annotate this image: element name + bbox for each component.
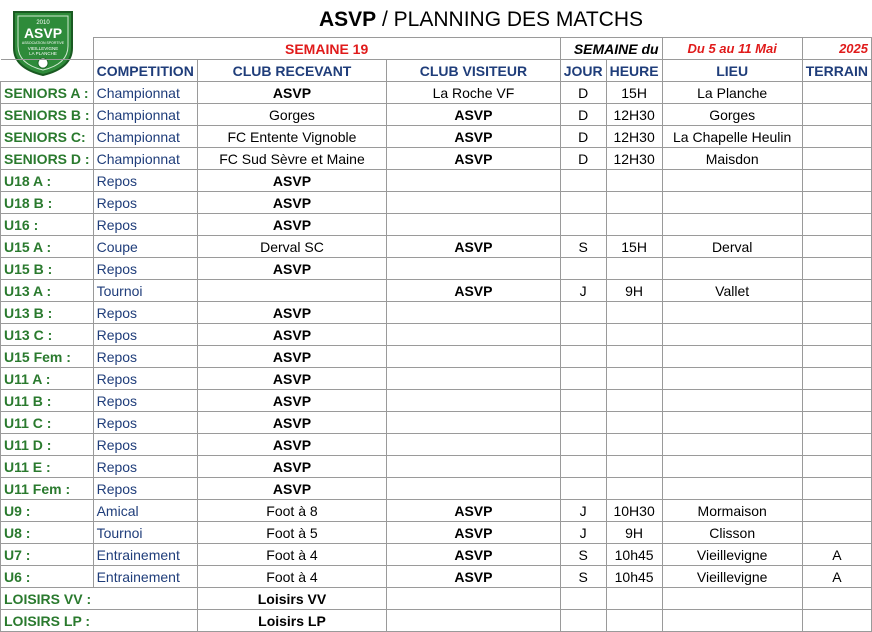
category-cell: U11 D : bbox=[1, 434, 94, 456]
header-terrain: TERRAIN bbox=[802, 60, 871, 82]
day-cell bbox=[560, 390, 606, 412]
field-cell bbox=[802, 478, 871, 500]
logo-sub3: LA PLANCHE bbox=[29, 51, 57, 56]
away-club-cell bbox=[387, 324, 561, 346]
place-cell: La Planche bbox=[662, 82, 802, 104]
title-rest: / PLANNING DES MATCHS bbox=[376, 8, 643, 31]
field-cell bbox=[802, 148, 871, 170]
day-cell: D bbox=[560, 82, 606, 104]
day-cell bbox=[560, 456, 606, 478]
header-lieu: LIEU bbox=[662, 60, 802, 82]
competition-cell: Repos bbox=[93, 302, 197, 324]
week-row bbox=[1, 38, 872, 60]
table-row bbox=[1, 258, 872, 280]
competition-cell: Repos bbox=[93, 434, 197, 456]
away-club-cell bbox=[387, 456, 561, 478]
day-cell bbox=[560, 302, 606, 324]
home-club-cell: FC Entente Vignoble bbox=[197, 126, 386, 148]
away-club-cell: ASVP bbox=[387, 148, 561, 170]
home-club-cell: ASVP bbox=[197, 412, 386, 434]
hour-cell: 12H30 bbox=[606, 126, 662, 148]
competition-cell: Repos bbox=[93, 324, 197, 346]
place-cell: Vallet bbox=[662, 280, 802, 302]
competition-cell: Championnat bbox=[93, 148, 197, 170]
week-dates: Du 5 au 11 Mai bbox=[662, 38, 802, 60]
day-cell bbox=[560, 478, 606, 500]
competition-cell: Repos bbox=[93, 214, 197, 236]
day-cell bbox=[560, 346, 606, 368]
competition-cell: Repos bbox=[93, 346, 197, 368]
category-cell: U18 A : bbox=[1, 170, 94, 192]
category-cell: U16 : bbox=[1, 214, 94, 236]
home-club-cell: Loisirs VV bbox=[197, 588, 386, 610]
table-row bbox=[1, 280, 872, 302]
day-cell: J bbox=[560, 500, 606, 522]
competition-cell: Repos bbox=[93, 456, 197, 478]
away-club-cell: ASVP bbox=[387, 104, 561, 126]
place-cell bbox=[662, 434, 802, 456]
hour-cell bbox=[606, 434, 662, 456]
competition-cell: Repos bbox=[93, 390, 197, 412]
table-row bbox=[1, 126, 872, 148]
home-club-cell: ASVP bbox=[197, 456, 386, 478]
home-club-cell: ASVP bbox=[197, 324, 386, 346]
day-cell: S bbox=[560, 236, 606, 258]
table-row bbox=[1, 82, 872, 104]
day-cell bbox=[560, 324, 606, 346]
day-cell: J bbox=[560, 522, 606, 544]
table-row bbox=[1, 104, 872, 126]
away-club-cell bbox=[387, 434, 561, 456]
home-club-cell: Foot à 4 bbox=[197, 566, 386, 588]
place-cell bbox=[662, 302, 802, 324]
place-cell bbox=[662, 214, 802, 236]
place-cell bbox=[662, 170, 802, 192]
field-cell bbox=[802, 214, 871, 236]
away-club-cell bbox=[387, 170, 561, 192]
away-club-cell bbox=[387, 192, 561, 214]
away-club-cell bbox=[387, 258, 561, 280]
hour-cell bbox=[606, 302, 662, 324]
away-club-cell: ASVP bbox=[387, 500, 561, 522]
logo-name: ASVP bbox=[23, 25, 63, 41]
table-row bbox=[1, 412, 872, 434]
day-cell bbox=[560, 412, 606, 434]
place-cell bbox=[662, 324, 802, 346]
home-club-cell: ASVP bbox=[197, 192, 386, 214]
category-cell: U11 B : bbox=[1, 390, 94, 412]
hour-cell: 9H bbox=[606, 522, 662, 544]
table-row bbox=[1, 434, 872, 456]
logo-sub1: ASSOCIATION SPORTIVE bbox=[21, 41, 65, 45]
competition-cell: Repos bbox=[93, 368, 197, 390]
field-cell bbox=[802, 104, 871, 126]
logo-year: 2010 bbox=[36, 20, 50, 26]
hour-cell bbox=[606, 610, 662, 632]
competition-cell: Tournoi bbox=[93, 522, 197, 544]
field-cell bbox=[802, 610, 871, 632]
day-cell: D bbox=[560, 148, 606, 170]
field-cell bbox=[802, 302, 871, 324]
semaine-du-label: SEMAINE du bbox=[560, 38, 662, 60]
away-club-cell: La Roche VF bbox=[387, 82, 561, 104]
home-club-cell: ASVP bbox=[197, 258, 386, 280]
table-row bbox=[1, 324, 872, 346]
category-cell: SENIORS D : bbox=[1, 148, 94, 170]
field-cell bbox=[802, 258, 871, 280]
day-cell bbox=[560, 170, 606, 192]
category-cell: U13 C : bbox=[1, 324, 94, 346]
table-row bbox=[1, 456, 872, 478]
place-cell: La Chapelle Heulin bbox=[662, 126, 802, 148]
field-cell bbox=[802, 236, 871, 258]
home-club-cell: Gorges bbox=[197, 104, 386, 126]
competition-cell: Repos bbox=[93, 258, 197, 280]
category-cell: SENIORS C: bbox=[1, 126, 94, 148]
field-cell bbox=[802, 126, 871, 148]
hour-cell: 12H30 bbox=[606, 148, 662, 170]
place-cell: Gorges bbox=[662, 104, 802, 126]
table-row bbox=[1, 566, 872, 588]
place-cell bbox=[662, 412, 802, 434]
away-club-cell: ASVP bbox=[387, 522, 561, 544]
competition-cell: Tournoi bbox=[93, 280, 197, 302]
day-cell: S bbox=[560, 566, 606, 588]
home-club-cell: ASVP bbox=[197, 368, 386, 390]
place-cell bbox=[662, 478, 802, 500]
category-cell: U18 B : bbox=[1, 192, 94, 214]
table-row bbox=[1, 500, 872, 522]
day-cell: J bbox=[560, 280, 606, 302]
field-cell bbox=[802, 412, 871, 434]
hour-cell: 9H bbox=[606, 280, 662, 302]
category-cell: LOISIRS LP : bbox=[1, 610, 198, 632]
place-cell bbox=[662, 368, 802, 390]
away-club-cell: ASVP bbox=[387, 126, 561, 148]
hour-cell bbox=[606, 412, 662, 434]
category-cell: LOISIRS VV : bbox=[1, 588, 198, 610]
field-cell bbox=[802, 324, 871, 346]
hour-cell bbox=[606, 456, 662, 478]
table-row bbox=[1, 368, 872, 390]
day-cell: S bbox=[560, 544, 606, 566]
hour-cell bbox=[606, 258, 662, 280]
table-row bbox=[1, 170, 872, 192]
field-cell bbox=[802, 170, 871, 192]
away-club-cell bbox=[387, 588, 561, 610]
competition-cell: Championnat bbox=[93, 104, 197, 126]
competition-cell: Repos bbox=[93, 412, 197, 434]
field-cell bbox=[802, 434, 871, 456]
place-cell bbox=[662, 610, 802, 632]
competition-cell: Entrainement bbox=[93, 544, 197, 566]
category-cell: U11 A : bbox=[1, 368, 94, 390]
field-cell bbox=[802, 368, 871, 390]
category-cell: U13 B : bbox=[1, 302, 94, 324]
category-cell: U8 : bbox=[1, 522, 94, 544]
category-cell: U7 : bbox=[1, 544, 94, 566]
home-club-cell: ASVP bbox=[197, 170, 386, 192]
planning-table bbox=[0, 37, 872, 632]
away-club-cell bbox=[387, 390, 561, 412]
hour-cell bbox=[606, 368, 662, 390]
table-row bbox=[1, 522, 872, 544]
away-club-cell: ASVP bbox=[387, 544, 561, 566]
hour-cell bbox=[606, 588, 662, 610]
away-club-cell bbox=[387, 302, 561, 324]
field-cell bbox=[802, 500, 871, 522]
hour-cell bbox=[606, 346, 662, 368]
field-cell bbox=[802, 390, 871, 412]
category-cell: U9 : bbox=[1, 500, 94, 522]
place-cell bbox=[662, 346, 802, 368]
page-title bbox=[90, 0, 872, 37]
place-cell bbox=[662, 588, 802, 610]
hour-cell: 12H30 bbox=[606, 104, 662, 126]
field-cell bbox=[802, 280, 871, 302]
competition-cell: Championnat bbox=[93, 82, 197, 104]
home-club-cell: Derval SC bbox=[197, 236, 386, 258]
table-row bbox=[1, 588, 872, 610]
home-club-cell: ASVP bbox=[197, 346, 386, 368]
home-club-cell: ASVP bbox=[197, 82, 386, 104]
table-row bbox=[1, 148, 872, 170]
day-cell bbox=[560, 214, 606, 236]
day-cell bbox=[560, 434, 606, 456]
place-cell bbox=[662, 258, 802, 280]
place-cell: Vieillevigne bbox=[662, 566, 802, 588]
table-row bbox=[1, 214, 872, 236]
competition-cell: Repos bbox=[93, 192, 197, 214]
hour-cell: 15H bbox=[606, 82, 662, 104]
title-club: ASVP bbox=[318, 8, 377, 31]
header-competition: COMPETITION bbox=[93, 60, 197, 82]
field-cell bbox=[802, 346, 871, 368]
place-cell: Mormaison bbox=[662, 500, 802, 522]
away-club-cell bbox=[387, 610, 561, 632]
hour-cell bbox=[606, 170, 662, 192]
table-row bbox=[1, 346, 872, 368]
competition-cell: Entrainement bbox=[93, 566, 197, 588]
home-club-cell: Foot à 4 bbox=[197, 544, 386, 566]
field-cell: A bbox=[802, 544, 871, 566]
home-club-cell bbox=[197, 280, 386, 302]
competition-cell: Coupe bbox=[93, 236, 197, 258]
day-cell: D bbox=[560, 126, 606, 148]
competition-cell: Repos bbox=[93, 478, 197, 500]
place-cell bbox=[662, 192, 802, 214]
day-cell bbox=[560, 192, 606, 214]
header-recevant: CLUB RECEVANT bbox=[197, 60, 386, 82]
place-cell: Vieillevigne bbox=[662, 544, 802, 566]
category-cell: U15 Fem : bbox=[1, 346, 94, 368]
field-cell bbox=[802, 588, 871, 610]
day-cell bbox=[560, 610, 606, 632]
hour-cell: 10h45 bbox=[606, 544, 662, 566]
header-visiteur: CLUB VISITEUR bbox=[387, 60, 561, 82]
place-cell bbox=[662, 456, 802, 478]
hour-cell: 10h45 bbox=[606, 566, 662, 588]
category-cell: U11 Fem : bbox=[1, 478, 94, 500]
category-cell: U15 B : bbox=[1, 258, 94, 280]
table-row bbox=[1, 610, 872, 632]
hour-cell bbox=[606, 478, 662, 500]
field-cell: A bbox=[802, 566, 871, 588]
away-club-cell: ASVP bbox=[387, 280, 561, 302]
table-row bbox=[1, 544, 872, 566]
week-label: SEMAINE 19 bbox=[93, 38, 560, 60]
away-club-cell bbox=[387, 214, 561, 236]
place-cell bbox=[662, 390, 802, 412]
day-cell bbox=[560, 258, 606, 280]
field-cell bbox=[802, 82, 871, 104]
competition-cell: Championnat bbox=[93, 126, 197, 148]
home-club-cell: ASVP bbox=[197, 214, 386, 236]
field-cell bbox=[802, 456, 871, 478]
away-club-cell bbox=[387, 412, 561, 434]
hour-cell bbox=[606, 192, 662, 214]
day-cell bbox=[560, 588, 606, 610]
category-cell: U11 E : bbox=[1, 456, 94, 478]
place-cell: Derval bbox=[662, 236, 802, 258]
home-club-cell: Foot à 5 bbox=[197, 522, 386, 544]
table-row bbox=[1, 236, 872, 258]
home-club-cell: ASVP bbox=[197, 434, 386, 456]
away-club-cell bbox=[387, 346, 561, 368]
table-row bbox=[1, 390, 872, 412]
category-cell: SENIORS A : bbox=[1, 82, 94, 104]
logo-sub2: VIEILLEVIGNE bbox=[27, 46, 59, 51]
home-club-cell: ASVP bbox=[197, 390, 386, 412]
header-row bbox=[1, 60, 872, 82]
hour-cell bbox=[606, 214, 662, 236]
home-club-cell: Loisirs LP bbox=[197, 610, 386, 632]
week-year: 2025 bbox=[802, 38, 871, 60]
hour-cell bbox=[606, 390, 662, 412]
hour-cell: 15H bbox=[606, 236, 662, 258]
table-row bbox=[1, 478, 872, 500]
field-cell bbox=[802, 192, 871, 214]
home-club-cell: Foot à 8 bbox=[197, 500, 386, 522]
category-cell: U11 C : bbox=[1, 412, 94, 434]
competition-cell: Repos bbox=[93, 170, 197, 192]
day-cell: D bbox=[560, 104, 606, 126]
away-club-cell: ASVP bbox=[387, 566, 561, 588]
away-club-cell: ASVP bbox=[387, 236, 561, 258]
category-cell: U15 A : bbox=[1, 236, 94, 258]
away-club-cell bbox=[387, 368, 561, 390]
table-row bbox=[1, 302, 872, 324]
home-club-cell: FC Sud Sèvre et Maine bbox=[197, 148, 386, 170]
place-cell: Clisson bbox=[662, 522, 802, 544]
category-cell: SENIORS B : bbox=[1, 104, 94, 126]
away-club-cell bbox=[387, 478, 561, 500]
competition-cell: Amical bbox=[93, 500, 197, 522]
category-cell: U6 : bbox=[1, 566, 94, 588]
day-cell bbox=[560, 368, 606, 390]
header-jour: JOUR bbox=[560, 60, 606, 82]
hour-cell bbox=[606, 324, 662, 346]
table-row bbox=[1, 192, 872, 214]
hour-cell: 10H30 bbox=[606, 500, 662, 522]
place-cell: Maisdon bbox=[662, 148, 802, 170]
header-heure: HEURE bbox=[606, 60, 662, 82]
home-club-cell: ASVP bbox=[197, 302, 386, 324]
category-cell: U13 A : bbox=[1, 280, 94, 302]
home-club-cell: ASVP bbox=[197, 478, 386, 500]
field-cell bbox=[802, 522, 871, 544]
